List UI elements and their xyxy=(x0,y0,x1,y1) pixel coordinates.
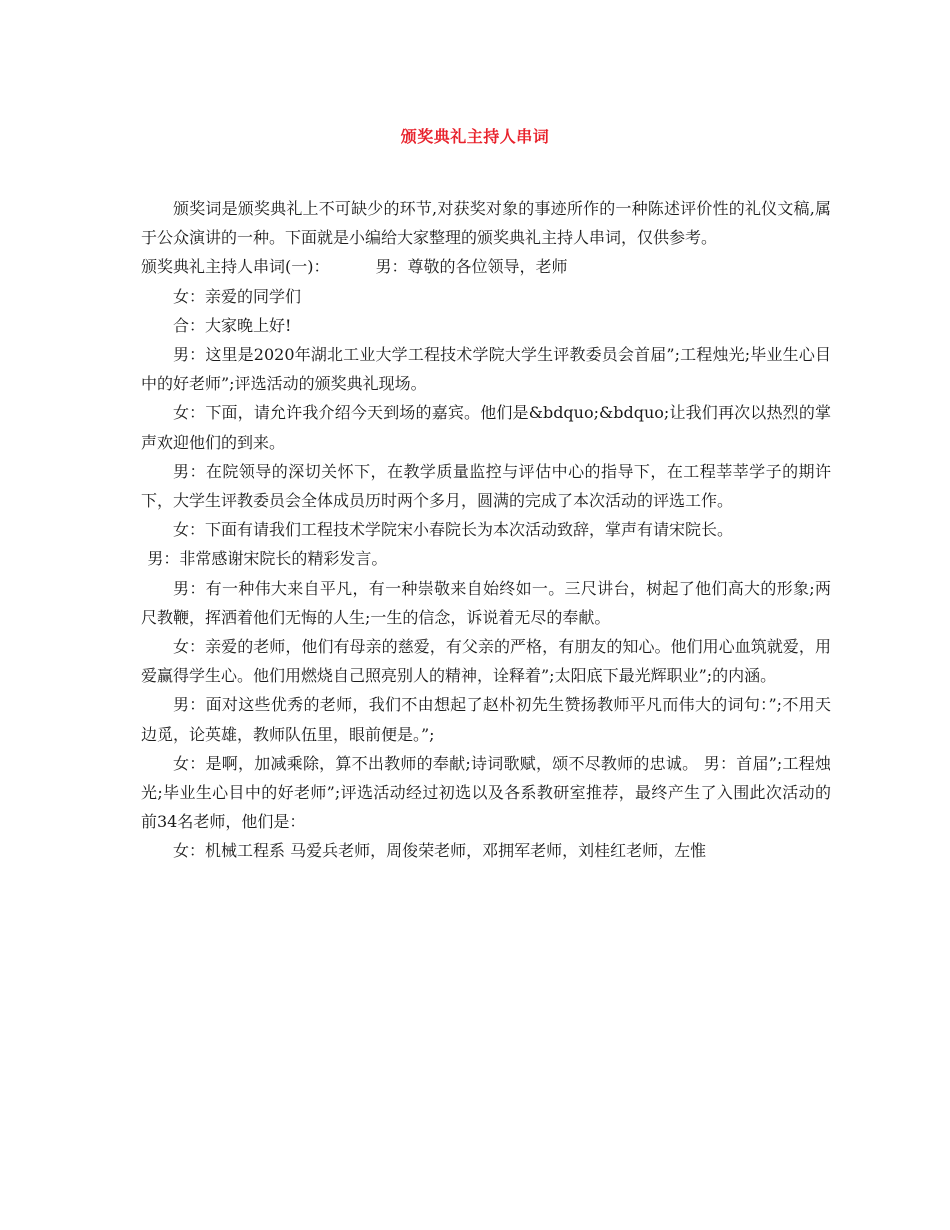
dialogue-line: 女：下面，请允许我介绍今天到场的嘉宾。他们是&bdquo;&bdquo;让我们再次以热烈的掌声欢迎他们的到来。 xyxy=(141,403,831,452)
dialogue-line: 女：机械工程系 马爱兵老师，周俊荣老师，邓拥军老师，刘桂红老师，左惟 xyxy=(173,841,707,861)
dialogue-line: 女：亲爱的同学们 xyxy=(173,286,302,306)
dialogue-line: 男：面对这些优秀的老师，我们不由想起了赵朴初先生赞扬教师平凡而伟大的词句：”;不用天边觅，论英雄，教师队伍里，眼前便是。”; xyxy=(141,695,831,744)
intro-paragraph: 颁奖词是颁奖典礼上不可缺少的环节,对获奖对象的事迹所作的一种陈述评价性的礼仪文稿,属于公众演讲的一种。下面就是小编给大家整理的颁奖典礼主持人串词，仅供参考。 xyxy=(141,199,831,248)
dialogue-line: 女：亲爱的老师，他们有母亲的慈爱，有父亲的严格，有朋友的知心。他们用心血筑就爱，用爱赢得学生心。他们用燃烧自己照亮别人的精神，诠释着”;太阳底下最光辉职业”;的内涵。 xyxy=(141,637,831,686)
section-heading-speaker: 男：尊敬的各位领导，老师 xyxy=(375,257,568,277)
dialogue-line: 男：有一种伟大来自平凡，有一种崇敬来自始终如一。三尺讲台，树起了他们高大的形象;两尺教鞭，挥洒着他们无悔的人生;一生的信念，诉说着无尽的奉献。 xyxy=(141,578,831,627)
section-heading-line xyxy=(141,252,831,281)
dialogue-line: 女：是啊，加减乘除，算不出教师的奉献;诗词歌赋，颂不尽教师的忠诚。 男：首届”;工程烛光;毕业生心目中的好老师”;评选活动经过初选以及各系教研室推荐，最终产生了入围此次活动的前34名老师，他们是： xyxy=(141,753,831,832)
dialogue-line: 男：这里是2020年湖北工业大学工程技术学院大学生评教委员会首届”;工程烛光;毕业生心目中的好老师”;评选活动的颁奖典礼现场。 xyxy=(141,345,831,394)
document-body xyxy=(141,194,831,866)
document-title: 颁奖典礼主持人串词 xyxy=(400,127,550,146)
dialogue-line: 男：非常感谢宋院长的精彩发言。 xyxy=(147,549,388,569)
dialogue-line: 合：大家晚上好! xyxy=(173,315,292,335)
dialogue-line: 女：下面有请我们工程技术学院宋小春院长为本次活动致辞，掌声有请宋院长。 xyxy=(173,520,734,540)
section-heading: 颁奖典礼主持人串词(一)： xyxy=(141,257,330,277)
dialogue-line: 男：在院领导的深切关怀下，在教学质量监控与评估中心的指导下，在工程莘莘学子的期许下，大学生评教委员会全体成员历时两个多月，圆满的完成了本次活动的评选工作。 xyxy=(141,461,831,511)
